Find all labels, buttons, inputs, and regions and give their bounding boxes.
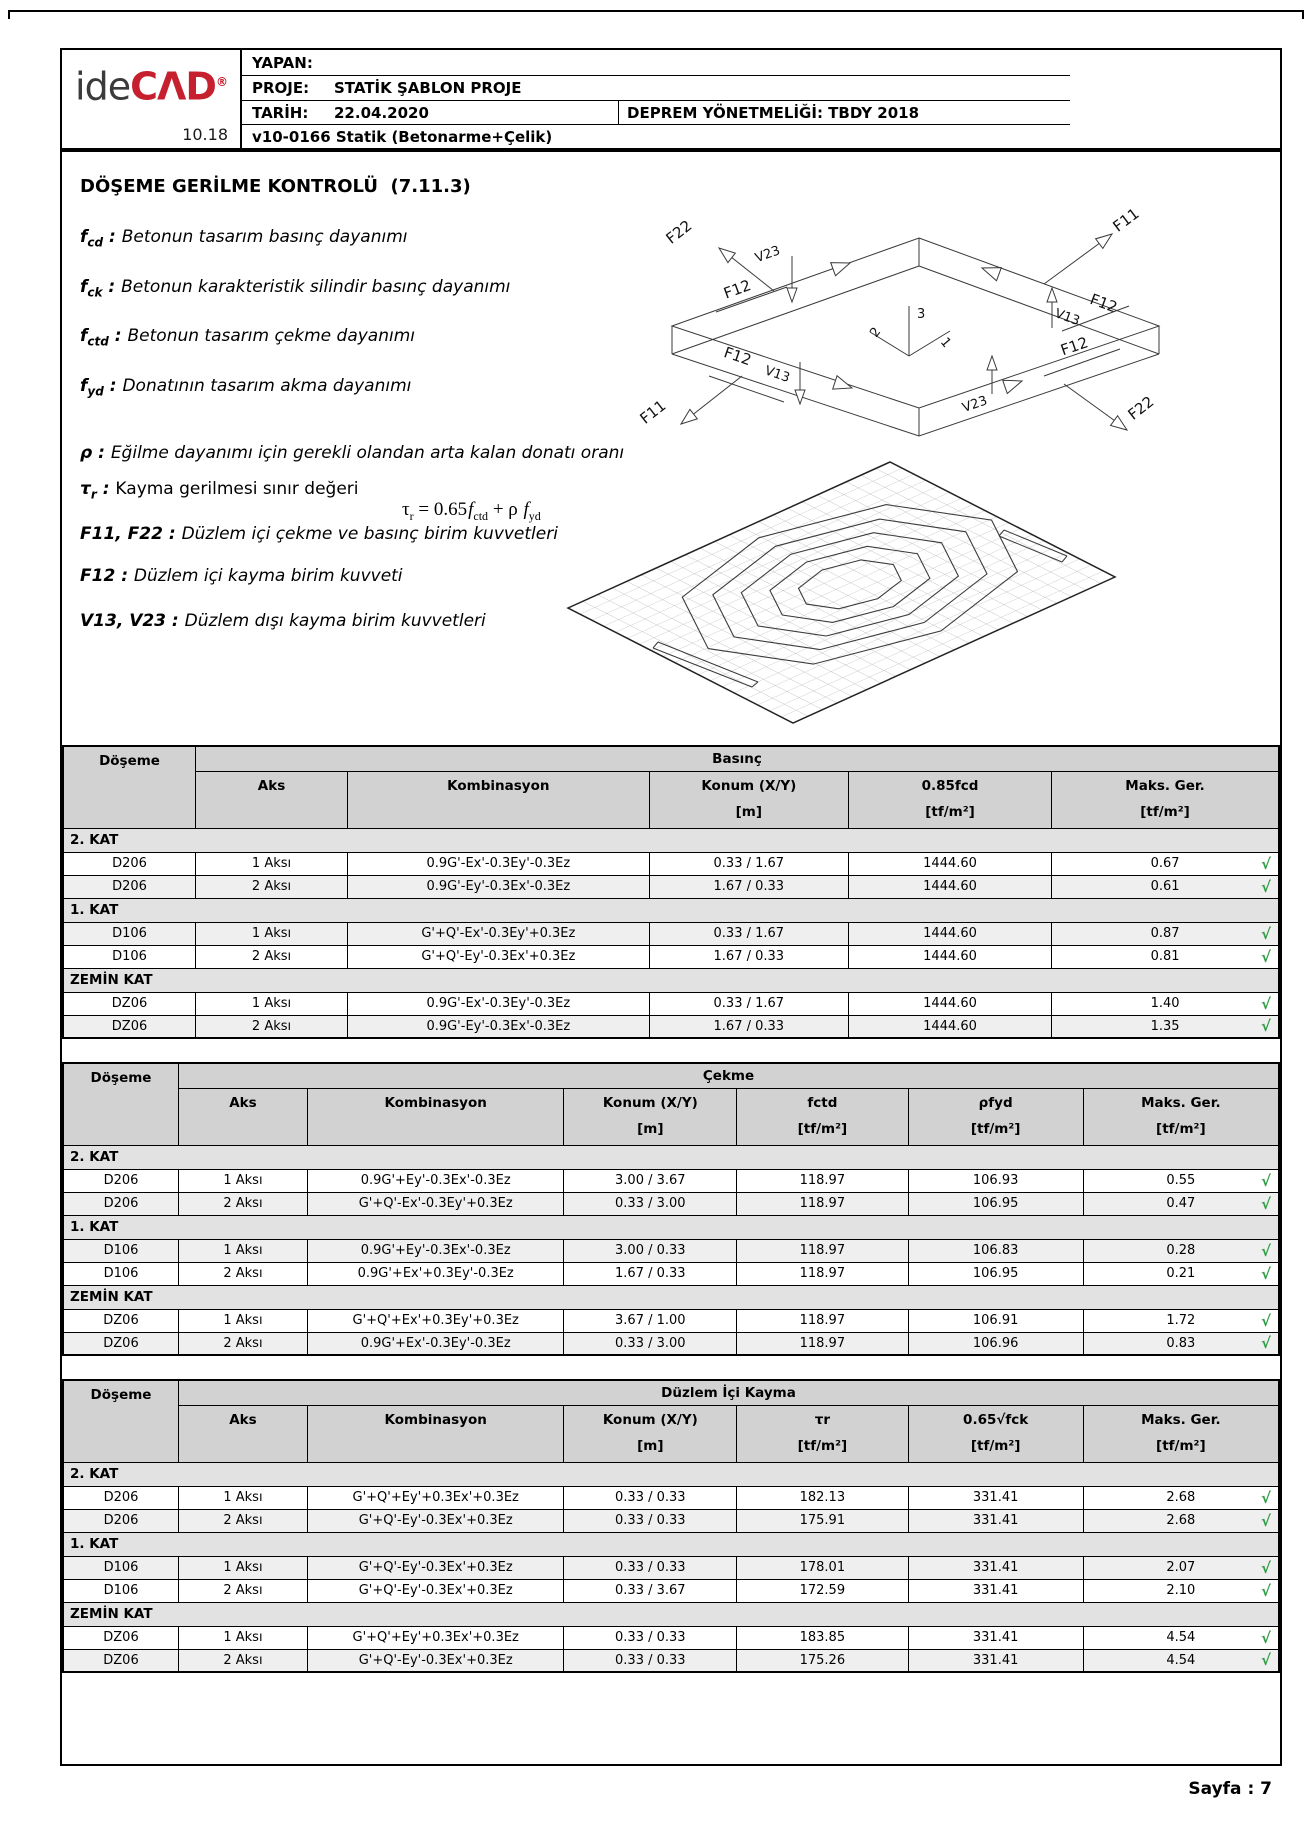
column-header: Maks. Ger. [tf/m²] xyxy=(1083,1405,1279,1462)
definition: F12 : Düzlem içi kayma birim kuvveti xyxy=(80,565,403,586)
section-title: 1. KAT xyxy=(63,1215,1279,1239)
table-cell: 331.41 xyxy=(908,1556,1083,1579)
table-cell: 118.97 xyxy=(737,1192,908,1215)
definition: $f_{ctd}$ : Betonun tasarım çekme dayanımı xyxy=(80,325,415,349)
column-header: Aks xyxy=(196,771,348,828)
table-cell: G'+Q'-Ex'-0.3Ey'+0.3Ez xyxy=(348,922,650,945)
logo-text xyxy=(62,62,240,107)
table-row xyxy=(63,1556,1279,1579)
definition: ρ : Eğilme dayanımı için gerekli olandan arta kalan donatı oranı xyxy=(80,442,625,463)
report-header xyxy=(60,48,1282,150)
definition: $\tau_r$ : Kayma gerilmesi sınır değeri xyxy=(80,478,359,501)
table-cell: 2 Aksı xyxy=(196,1015,348,1038)
table-cell: 106.96 xyxy=(908,1332,1083,1355)
table-group-header: Çekme xyxy=(179,1063,1279,1088)
table-cell: 1 Aksı xyxy=(179,1626,308,1649)
table-cell: 1.67 / 0.33 xyxy=(564,1262,737,1285)
table-cell: 1 Aksı xyxy=(179,1486,308,1509)
page-top-rule xyxy=(8,10,1304,19)
slab-contour-plot xyxy=(562,452,1122,732)
table-cell: 2 Aksı xyxy=(179,1649,308,1672)
table-row xyxy=(63,945,1279,968)
proje-value: STATİK ŞABLON PROJE xyxy=(334,79,522,98)
table-cell: 0.9G'-Ex'-0.3Ey'-0.3Ez xyxy=(348,992,650,1015)
table-row xyxy=(63,1579,1279,1602)
table-cell: 1444.60 xyxy=(849,852,1052,875)
v23-label: V23 xyxy=(960,393,990,416)
table-cell: 0.33 / 0.33 xyxy=(564,1486,737,1509)
table-cell: 0.33 / 3.00 xyxy=(564,1192,737,1215)
section-title: 1. KAT xyxy=(63,898,1279,922)
section-row xyxy=(63,1532,1279,1556)
section-row xyxy=(63,898,1279,922)
table-cell: 0.33 / 3.67 xyxy=(564,1579,737,1602)
table-duzlem-ici-kayma-container xyxy=(62,1379,1280,1673)
check-icon: √ xyxy=(1260,1311,1271,1330)
table-cell: 172.59 xyxy=(737,1579,908,1602)
table-row xyxy=(63,852,1279,875)
column-header: Maks. Ger. [tf/m²] xyxy=(1083,1088,1279,1145)
table-cell: G'+Q'-Ey'-0.3Ex'+0.3Ez xyxy=(307,1649,564,1672)
table-cell: 0.67 √ xyxy=(1052,852,1279,875)
axis-2-label: 2 xyxy=(867,324,885,341)
table-cell: 118.97 xyxy=(737,1239,908,1262)
table-cell: 0.9G'-Ex'-0.3Ey'-0.3Ez xyxy=(348,852,650,875)
table-cell: 183.85 xyxy=(737,1626,908,1649)
table-cell: 0.33 / 1.67 xyxy=(649,852,848,875)
section-title: 2. KAT xyxy=(63,828,1279,852)
table-cell: 106.95 xyxy=(908,1262,1083,1285)
section-row xyxy=(63,1602,1279,1626)
table-cell: 331.41 xyxy=(908,1579,1083,1602)
proje-label: PROJE: xyxy=(252,79,310,98)
table-cell: 1444.60 xyxy=(849,992,1052,1015)
table-cell: 0.21 √ xyxy=(1083,1262,1279,1285)
check-icon: √ xyxy=(1260,1581,1271,1600)
column-header: ρfyd [tf/m²] xyxy=(908,1088,1083,1145)
table-cell: DZ06 xyxy=(63,1626,179,1649)
slab-forces-diagram xyxy=(624,196,1164,441)
table-row xyxy=(63,1239,1279,1262)
table-cell: 1.35 √ xyxy=(1052,1015,1279,1038)
table-cell: 0.33 / 0.33 xyxy=(564,1626,737,1649)
table-cell: 0.47 √ xyxy=(1083,1192,1279,1215)
header-row-proje xyxy=(242,76,1070,101)
column-header: fctd [tf/m²] xyxy=(737,1088,908,1145)
table-cell: G'+Q'+Ey'+0.3Ex'+0.3Ez xyxy=(307,1626,564,1649)
check-icon: √ xyxy=(1260,854,1271,873)
table-cell: D106 xyxy=(63,922,196,945)
table-cell: 1444.60 xyxy=(849,945,1052,968)
table-cell: 2.68 √ xyxy=(1083,1509,1279,1532)
table-cell: 1.67 / 0.33 xyxy=(649,875,848,898)
check-icon: √ xyxy=(1260,1511,1271,1530)
table-cell: 1.40 √ xyxy=(1052,992,1279,1015)
v23-label: V23 xyxy=(753,243,783,267)
f12-label: F12 xyxy=(721,276,754,303)
table-row xyxy=(63,1015,1279,1038)
header-row-version xyxy=(242,125,1070,148)
column-header: Aks xyxy=(179,1088,308,1145)
column-header: Konum (X/Y) [m] xyxy=(649,771,848,828)
axis-1-label: 1 xyxy=(936,334,954,351)
header-row-yapan xyxy=(242,50,1070,76)
table-cell: 1444.60 xyxy=(849,1015,1052,1038)
table-cell: 1 Aksı xyxy=(196,992,348,1015)
table-cell: D206 xyxy=(63,1486,179,1509)
f12-label: F12 xyxy=(1058,333,1091,360)
table-cell: 0.33 / 0.33 xyxy=(564,1509,737,1532)
table-cell: D206 xyxy=(63,1192,179,1215)
section-row xyxy=(63,1462,1279,1486)
check-icon: √ xyxy=(1260,1241,1271,1260)
table-cell: 2 Aksı xyxy=(179,1579,308,1602)
table-cell: 106.91 xyxy=(908,1309,1083,1332)
column-header-doseme: Döşeme xyxy=(63,1063,179,1145)
column-header: Kombinasyon xyxy=(307,1405,564,1462)
table-cell: 2 Aksı xyxy=(179,1262,308,1285)
definition: $f_{yd}$ : Donatının tasarım akma dayanımı xyxy=(80,376,412,399)
table-cell: G'+Q'-Ey'-0.3Ex'+0.3Ez xyxy=(307,1579,564,1602)
table-cell: 331.41 xyxy=(908,1649,1083,1672)
table-cell: 1.67 / 0.33 xyxy=(649,1015,848,1038)
table-row xyxy=(63,1486,1279,1509)
check-icon: √ xyxy=(1260,1651,1271,1670)
table-cekme-container xyxy=(62,1062,1280,1356)
table-row xyxy=(63,1262,1279,1285)
table-cell: D106 xyxy=(63,1262,179,1285)
v13-label: V13 xyxy=(1052,306,1082,330)
table-cell: 178.01 xyxy=(737,1556,908,1579)
section-row xyxy=(63,1215,1279,1239)
column-header-doseme: Döşeme xyxy=(63,746,196,828)
table-cell: DZ06 xyxy=(63,1309,179,1332)
table-cell: 2 Aksı xyxy=(179,1509,308,1532)
table-cell: D106 xyxy=(63,945,196,968)
table-cell: 0.33 / 1.67 xyxy=(649,992,848,1015)
section-title: 2. KAT xyxy=(63,1145,1279,1169)
table-cell: 0.33 / 0.33 xyxy=(564,1556,737,1579)
check-icon: √ xyxy=(1260,924,1271,943)
check-icon: √ xyxy=(1260,1194,1271,1213)
table-cell: 331.41 xyxy=(908,1509,1083,1532)
table-cell: 3.00 / 0.33 xyxy=(564,1239,737,1262)
table-cell: D206 xyxy=(63,1169,179,1192)
table-row xyxy=(63,922,1279,945)
table-cell: D206 xyxy=(63,852,196,875)
header-fields xyxy=(242,50,1070,148)
column-header: 0.65√fck [tf/m²] xyxy=(908,1405,1083,1462)
definition: F11, F22 : Düzlem içi çekme ve basınç birim kuvvetleri xyxy=(80,523,558,544)
table-cell: D106 xyxy=(63,1579,179,1602)
page-title: DÖŞEME GERİLME KONTROLÜ (7.11.3) xyxy=(80,176,471,197)
deprem-cell xyxy=(619,101,1070,125)
data-table-basinc xyxy=(62,745,1280,1039)
logo-cad: CΛD xyxy=(130,64,216,109)
table-row xyxy=(63,875,1279,898)
table-cell: G'+Q'-Ey'-0.3Ex'+0.3Ez xyxy=(307,1509,564,1532)
table-cell: G'+Q'-Ey'-0.3Ex'+0.3Ez xyxy=(348,945,650,968)
table-cell: 3.00 / 3.67 xyxy=(564,1169,737,1192)
table-cell: 2.07 √ xyxy=(1083,1556,1279,1579)
table-cell: 1444.60 xyxy=(849,922,1052,945)
table-row xyxy=(63,1309,1279,1332)
table-cell: 2.68 √ xyxy=(1083,1486,1279,1509)
check-icon: √ xyxy=(1260,877,1271,896)
yapan-label: YAPAN: xyxy=(252,53,313,72)
column-header-doseme: Döşeme xyxy=(63,1380,179,1462)
table-cell: 1.67 / 0.33 xyxy=(649,945,848,968)
table-cell: 2 Aksı xyxy=(196,945,348,968)
table-cell: 0.33 / 3.00 xyxy=(564,1332,737,1355)
tarih-label: TARİH: xyxy=(252,103,309,122)
column-header: Maks. Ger. [tf/m²] xyxy=(1052,771,1279,828)
table-cell: 0.81 √ xyxy=(1052,945,1279,968)
table-cell: 1 Aksı xyxy=(196,852,348,875)
column-header: 0.85fcd [tf/m²] xyxy=(849,771,1052,828)
registered-mark-icon: ® xyxy=(215,75,227,89)
section-title: ZEMİN KAT xyxy=(63,1285,1279,1309)
table-cell: 1.72 √ xyxy=(1083,1309,1279,1332)
axis-3-label: 3 xyxy=(917,307,926,322)
f11-label: F11 xyxy=(636,396,670,428)
table-cell: DZ06 xyxy=(63,1649,179,1672)
section-row xyxy=(63,1285,1279,1309)
section-title: 1. KAT xyxy=(63,1532,1279,1556)
check-icon: √ xyxy=(1260,994,1271,1013)
table-cell: G'+Q'+Ex'+0.3Ey'+0.3Ez xyxy=(307,1309,564,1332)
table-cell: 1 Aksı xyxy=(179,1239,308,1262)
check-icon: √ xyxy=(1260,1488,1271,1507)
table-cell: D206 xyxy=(63,1509,179,1532)
table-cell: 0.87 √ xyxy=(1052,922,1279,945)
section-row xyxy=(63,968,1279,992)
check-icon: √ xyxy=(1260,1558,1271,1577)
f22-label: F22 xyxy=(1124,392,1158,424)
definition: $f_{ck}$ : Betonun karakteristik silindir basınç dayanımı xyxy=(80,277,511,300)
table-cell: D106 xyxy=(63,1556,179,1579)
table-group-header: Basınç xyxy=(196,746,1279,771)
table-cell: 0.9G'+Ey'-0.3Ex'-0.3Ez xyxy=(307,1169,564,1192)
table-cell: 0.55 √ xyxy=(1083,1169,1279,1192)
f12-label: F12 xyxy=(721,343,754,370)
table-cell: 0.9G'+Ex'-0.3Ey'-0.3Ez xyxy=(307,1332,564,1355)
column-header: Konum (X/Y) [m] xyxy=(564,1405,737,1462)
table-cell: 118.97 xyxy=(737,1262,908,1285)
software-version-line: v10-0166 Statik (Betonarme+Çelik) xyxy=(252,127,553,146)
report-body xyxy=(60,150,1282,1766)
table-cell: G'+Q'-Ey'-0.3Ex'+0.3Ez xyxy=(307,1556,564,1579)
table-cell: 0.33 / 0.33 xyxy=(564,1649,737,1672)
deprem-value: DEPREM YÖNETMELİĞİ: TBDY 2018 xyxy=(627,103,920,122)
section-title: 2. KAT xyxy=(63,1462,1279,1486)
table-group-header: Düzlem İçi Kayma xyxy=(179,1380,1279,1405)
table-basinc-container xyxy=(62,745,1280,1039)
table-cell: DZ06 xyxy=(63,1015,196,1038)
table-cell: DZ06 xyxy=(63,992,196,1015)
table-cell: 2.10 √ xyxy=(1083,1579,1279,1602)
f12-label: F12 xyxy=(1087,290,1120,317)
header-empty-cell xyxy=(1070,50,1280,148)
header-row-tarih xyxy=(242,101,1070,126)
logo-version: 10.18 xyxy=(182,125,228,144)
data-table-duzlem-ici-kayma xyxy=(62,1379,1280,1673)
column-header: Kombinasyon xyxy=(348,771,650,828)
table-cell: DZ06 xyxy=(63,1332,179,1355)
table-row xyxy=(63,992,1279,1015)
table-cell: 118.97 xyxy=(737,1332,908,1355)
table-cell: 175.26 xyxy=(737,1649,908,1672)
table-cell: 0.28 √ xyxy=(1083,1239,1279,1262)
table-cell: 0.9G'-Ey'-0.3Ex'-0.3Ez xyxy=(348,875,650,898)
table-cell: D206 xyxy=(63,875,196,898)
tarih-cell xyxy=(242,101,619,125)
data-table-cekme xyxy=(62,1062,1280,1356)
table-cell: 0.9G'+Ey'-0.3Ex'-0.3Ez xyxy=(307,1239,564,1262)
check-icon: √ xyxy=(1260,1264,1271,1283)
table-cell: 3.67 / 1.00 xyxy=(564,1309,737,1332)
table-row xyxy=(63,1649,1279,1672)
table-row xyxy=(63,1332,1279,1355)
table-cell: G'+Q'+Ey'+0.3Ex'+0.3Ez xyxy=(307,1486,564,1509)
section-row xyxy=(63,1145,1279,1169)
table-cell: 1 Aksı xyxy=(179,1556,308,1579)
table-cell: 1 Aksı xyxy=(179,1169,308,1192)
table-row xyxy=(63,1626,1279,1649)
section-title: ZEMİN KAT xyxy=(63,968,1279,992)
table-cell: 4.54 √ xyxy=(1083,1626,1279,1649)
column-header: Aks xyxy=(179,1405,308,1462)
column-header: τr [tf/m²] xyxy=(737,1405,908,1462)
table-cell: 2 Aksı xyxy=(179,1192,308,1215)
table-cell: 4.54 √ xyxy=(1083,1649,1279,1672)
table-cell: 0.9G'-Ey'-0.3Ex'-0.3Ez xyxy=(348,1015,650,1038)
table-cell: 106.83 xyxy=(908,1239,1083,1262)
table-cell: 175.91 xyxy=(737,1509,908,1532)
table-cell: 2 Aksı xyxy=(179,1332,308,1355)
check-icon: √ xyxy=(1260,1017,1271,1036)
table-row xyxy=(63,1192,1279,1215)
section-row xyxy=(63,828,1279,852)
table-cell: 331.41 xyxy=(908,1486,1083,1509)
table-cell: 118.97 xyxy=(737,1309,908,1332)
table-cell: 1444.60 xyxy=(849,875,1052,898)
check-icon: √ xyxy=(1260,1334,1271,1353)
tarih-value: 22.04.2020 xyxy=(334,103,429,122)
table-cell: 106.93 xyxy=(908,1169,1083,1192)
f22-label: F22 xyxy=(662,216,696,248)
section-title: ZEMİN KAT xyxy=(63,1602,1279,1626)
table-cell: 182.13 xyxy=(737,1486,908,1509)
table-cell: 118.97 xyxy=(737,1169,908,1192)
table-cell: 1 Aksı xyxy=(179,1309,308,1332)
v13-label: V13 xyxy=(762,363,792,386)
page-number: Sayfa : 7 xyxy=(1188,1779,1272,1799)
definition: V13, V23 : Düzlem dışı kayma birim kuvvetleri xyxy=(80,610,486,631)
table-cell: G'+Q'-Ex'-0.3Ey'+0.3Ez xyxy=(307,1192,564,1215)
table-cell: 2 Aksı xyxy=(196,875,348,898)
table-cell: 331.41 xyxy=(908,1626,1083,1649)
check-icon: √ xyxy=(1260,1628,1271,1647)
table-cell: 0.61 √ xyxy=(1052,875,1279,898)
column-header: Konum (X/Y) [m] xyxy=(564,1088,737,1145)
table-cell: 1 Aksı xyxy=(196,922,348,945)
table-cell: 0.33 / 1.67 xyxy=(649,922,848,945)
column-header: Kombinasyon xyxy=(307,1088,564,1145)
check-icon: √ xyxy=(1260,1171,1271,1190)
table-row xyxy=(63,1169,1279,1192)
check-icon: √ xyxy=(1260,947,1271,966)
table-cell: 0.9G'+Ex'+0.3Ey'-0.3Ez xyxy=(307,1262,564,1285)
logo-ide: ide xyxy=(75,64,131,109)
table-cell: 106.95 xyxy=(908,1192,1083,1215)
table-cell: D106 xyxy=(63,1239,179,1262)
table-cell: 0.83 √ xyxy=(1083,1332,1279,1355)
definition: $f_{cd}$ : Betonun tasarım basınç dayanımı xyxy=(80,227,408,250)
idecad-logo xyxy=(62,50,242,148)
table-row xyxy=(63,1509,1279,1532)
f11-label: F11 xyxy=(1109,204,1143,236)
shear-limit-formula: $\tau_r = 0.65f_{ctd} + \rho$ $f_{yd}$ xyxy=(402,499,541,523)
